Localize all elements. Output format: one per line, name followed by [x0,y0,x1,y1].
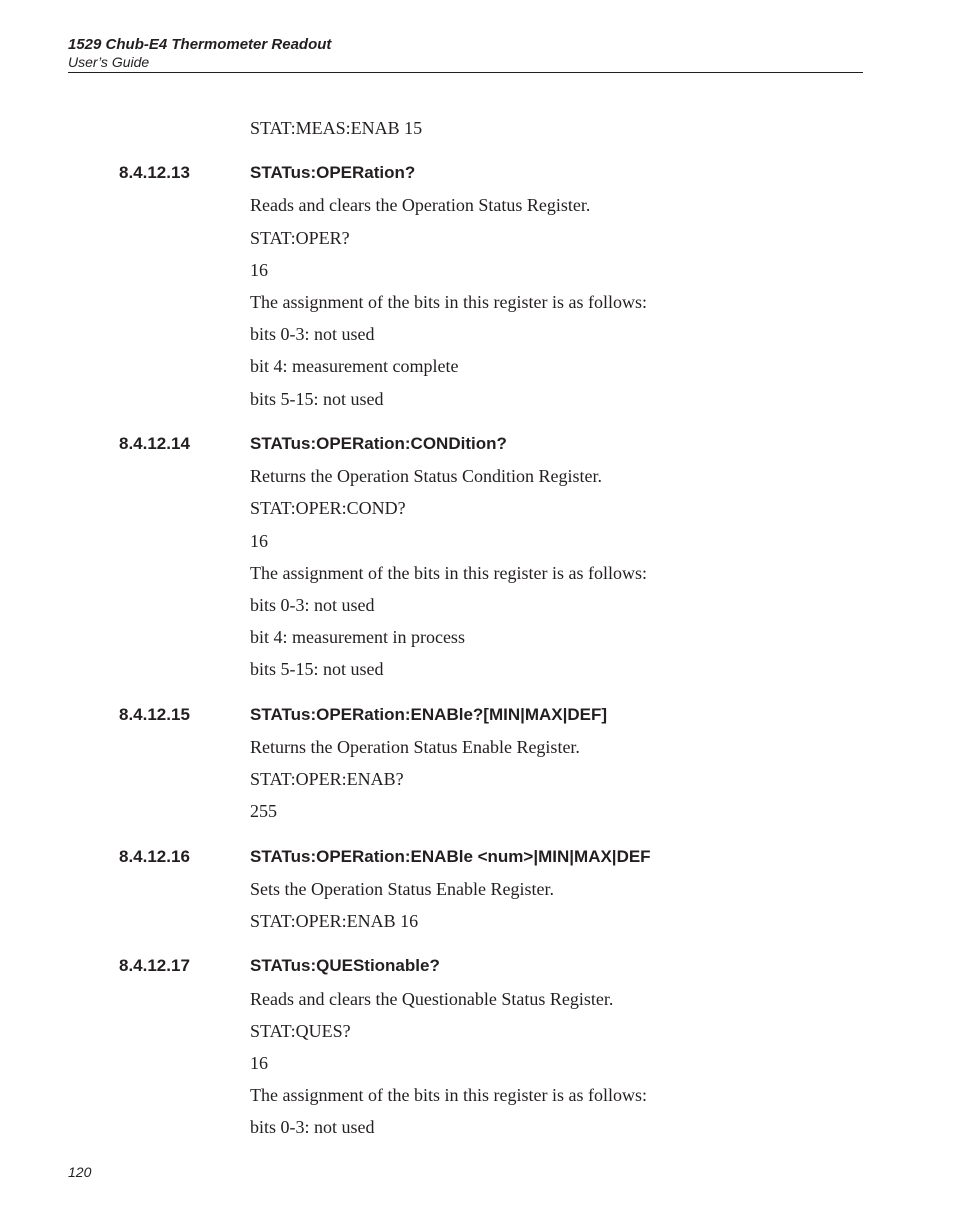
paragraph: Returns the Operation Status Condition Register. [250,466,602,486]
paragraph: 16 [250,1053,268,1073]
paragraph: STAT:OPER:COND? [250,498,406,518]
section-number: 8.4.12.16 [119,847,190,866]
paragraph: 16 [250,260,268,280]
paragraph: 16 [250,531,268,551]
document-subtitle: User’s Guide [68,54,150,70]
paragraph: bit 4: measurement in process [250,627,465,647]
section-title: STATus:OPERation? [250,163,416,182]
paragraph: Reads and clears the Operation Status Register. [250,195,591,215]
paragraph: Reads and clears the Questionable Status Register. [250,989,614,1009]
section-number: 8.4.12.14 [119,434,190,453]
section-title: STATus:OPERation:ENABle <num>|MIN|MAX|DEF [250,847,651,866]
paragraph: STAT:OPER:ENAB 16 [250,911,419,931]
paragraph: bits 0-3: not used [250,1117,375,1137]
page-header [68,36,863,70]
section-number: 8.4.12.17 [119,956,190,975]
paragraph: The assignment of the bits in this register is as follows: [250,1085,647,1105]
section-number: 8.4.12.15 [119,705,190,724]
paragraph: bit 4: measurement complete [250,356,459,376]
section-title: STATus:OPERation:CONDition? [250,434,507,453]
paragraph: bits 5-15: not used [250,389,384,409]
paragraph: STAT:OPER:ENAB? [250,769,404,789]
paragraph: The assignment of the bits in this register is as follows: [250,563,647,583]
header-divider [68,72,863,73]
intro-line: STAT:MEAS:ENAB 15 [250,118,423,138]
paragraph: bits 5-15: not used [250,659,384,679]
section-title: STATus:OPERation:ENABle?[MIN|MAX|DEF] [250,705,608,724]
paragraph: STAT:QUES? [250,1021,351,1041]
document-title: 1529 Chub-E4 Thermometer Readout [68,36,332,53]
section-title: STATus:QUEStionable? [250,956,440,975]
paragraph: STAT:OPER? [250,228,350,248]
page-number: 120 [68,1164,92,1180]
section-number: 8.4.12.13 [119,163,190,182]
paragraph: Returns the Operation Status Enable Register. [250,737,580,757]
paragraph: The assignment of the bits in this register is as follows: [250,292,647,312]
paragraph: bits 0-3: not used [250,324,375,344]
paragraph: bits 0-3: not used [250,595,375,615]
paragraph: Sets the Operation Status Enable Register. [250,879,554,899]
paragraph: 255 [250,801,277,821]
